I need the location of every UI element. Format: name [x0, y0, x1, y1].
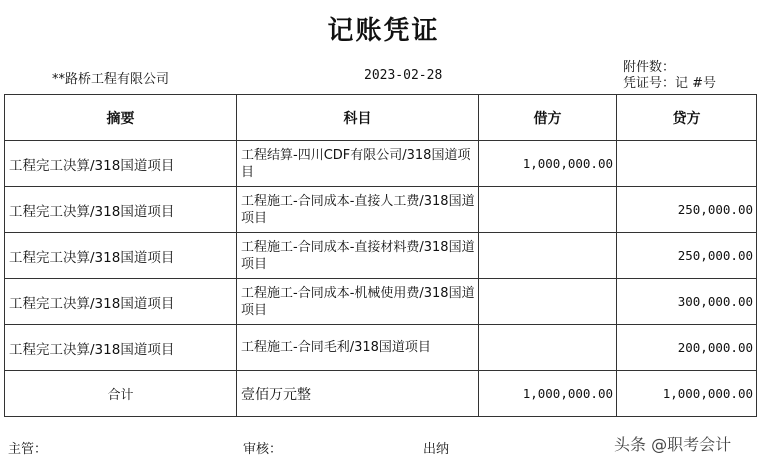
voucher-meta: [623, 60, 716, 92]
row-debit: [479, 187, 617, 233]
row-debit: 1,000,000.00: [479, 141, 617, 187]
row-credit: 200,000.00: [617, 325, 757, 371]
row-debit: [479, 325, 617, 371]
row-summary: 工程完工决算/318国道项目: [5, 325, 237, 371]
voucher-table: [4, 94, 757, 417]
table-header-row: [5, 95, 757, 141]
total-credit: 1,000,000.00: [617, 371, 757, 417]
supervisor-label: 主管：: [8, 442, 48, 457]
table-row: [5, 141, 757, 187]
row-credit: 300,000.00: [617, 279, 757, 325]
row-summary: 工程完工决算/318国道项目: [5, 141, 237, 187]
watermark-text: 头条 @职考会计: [614, 435, 732, 454]
company-name: **路桥工程有限公司: [52, 72, 170, 87]
total-debit: 1,000,000.00: [479, 371, 617, 417]
row-subject: 工程施工-合同成本-直接人工费/318国道项目: [237, 187, 479, 233]
voucher-number: 凭证号：记 #号: [623, 76, 717, 91]
voucher-title: 记账凭证: [327, 16, 440, 46]
row-subject: 工程施工-合同毛利/318国道项目: [237, 325, 479, 371]
row-subject: 工程结算-四川CDF有限公司/318国道项目: [237, 141, 479, 187]
reviewer-label: 审核：: [243, 442, 283, 457]
row-credit: 250,000.00: [617, 187, 757, 233]
row-credit: 250,000.00: [617, 233, 757, 279]
table-row: [5, 279, 757, 325]
row-debit: [479, 233, 617, 279]
voucher-date: 2023-02-28: [364, 68, 443, 83]
row-debit: [479, 279, 617, 325]
row-summary: 工程完工决算/318国道项目: [5, 279, 237, 325]
table-row: [5, 233, 757, 279]
attachments-count: 附件数：: [623, 60, 676, 75]
total-label: 合计: [5, 371, 237, 417]
table-row: [5, 187, 757, 233]
row-subject: 工程施工-合同成本-直接材料费/318国道项目: [237, 233, 479, 279]
total-row: [5, 371, 757, 417]
row-subject: 工程施工-合同成本-机械使用费/318国道项目: [237, 279, 479, 325]
row-summary: 工程完工决算/318国道项目: [5, 187, 237, 233]
row-credit: [617, 141, 757, 187]
column-header-summary: 摘要: [5, 95, 237, 141]
column-header-debit: 借方: [479, 95, 617, 141]
column-header-credit: 贷方: [617, 95, 757, 141]
column-header-subject: 科目: [237, 95, 479, 141]
table-row: [5, 325, 757, 371]
row-summary: 工程完工决算/318国道项目: [5, 233, 237, 279]
cashier-label: 出纳: [423, 442, 450, 457]
total-amount-words: 壹佰万元整: [237, 371, 479, 417]
